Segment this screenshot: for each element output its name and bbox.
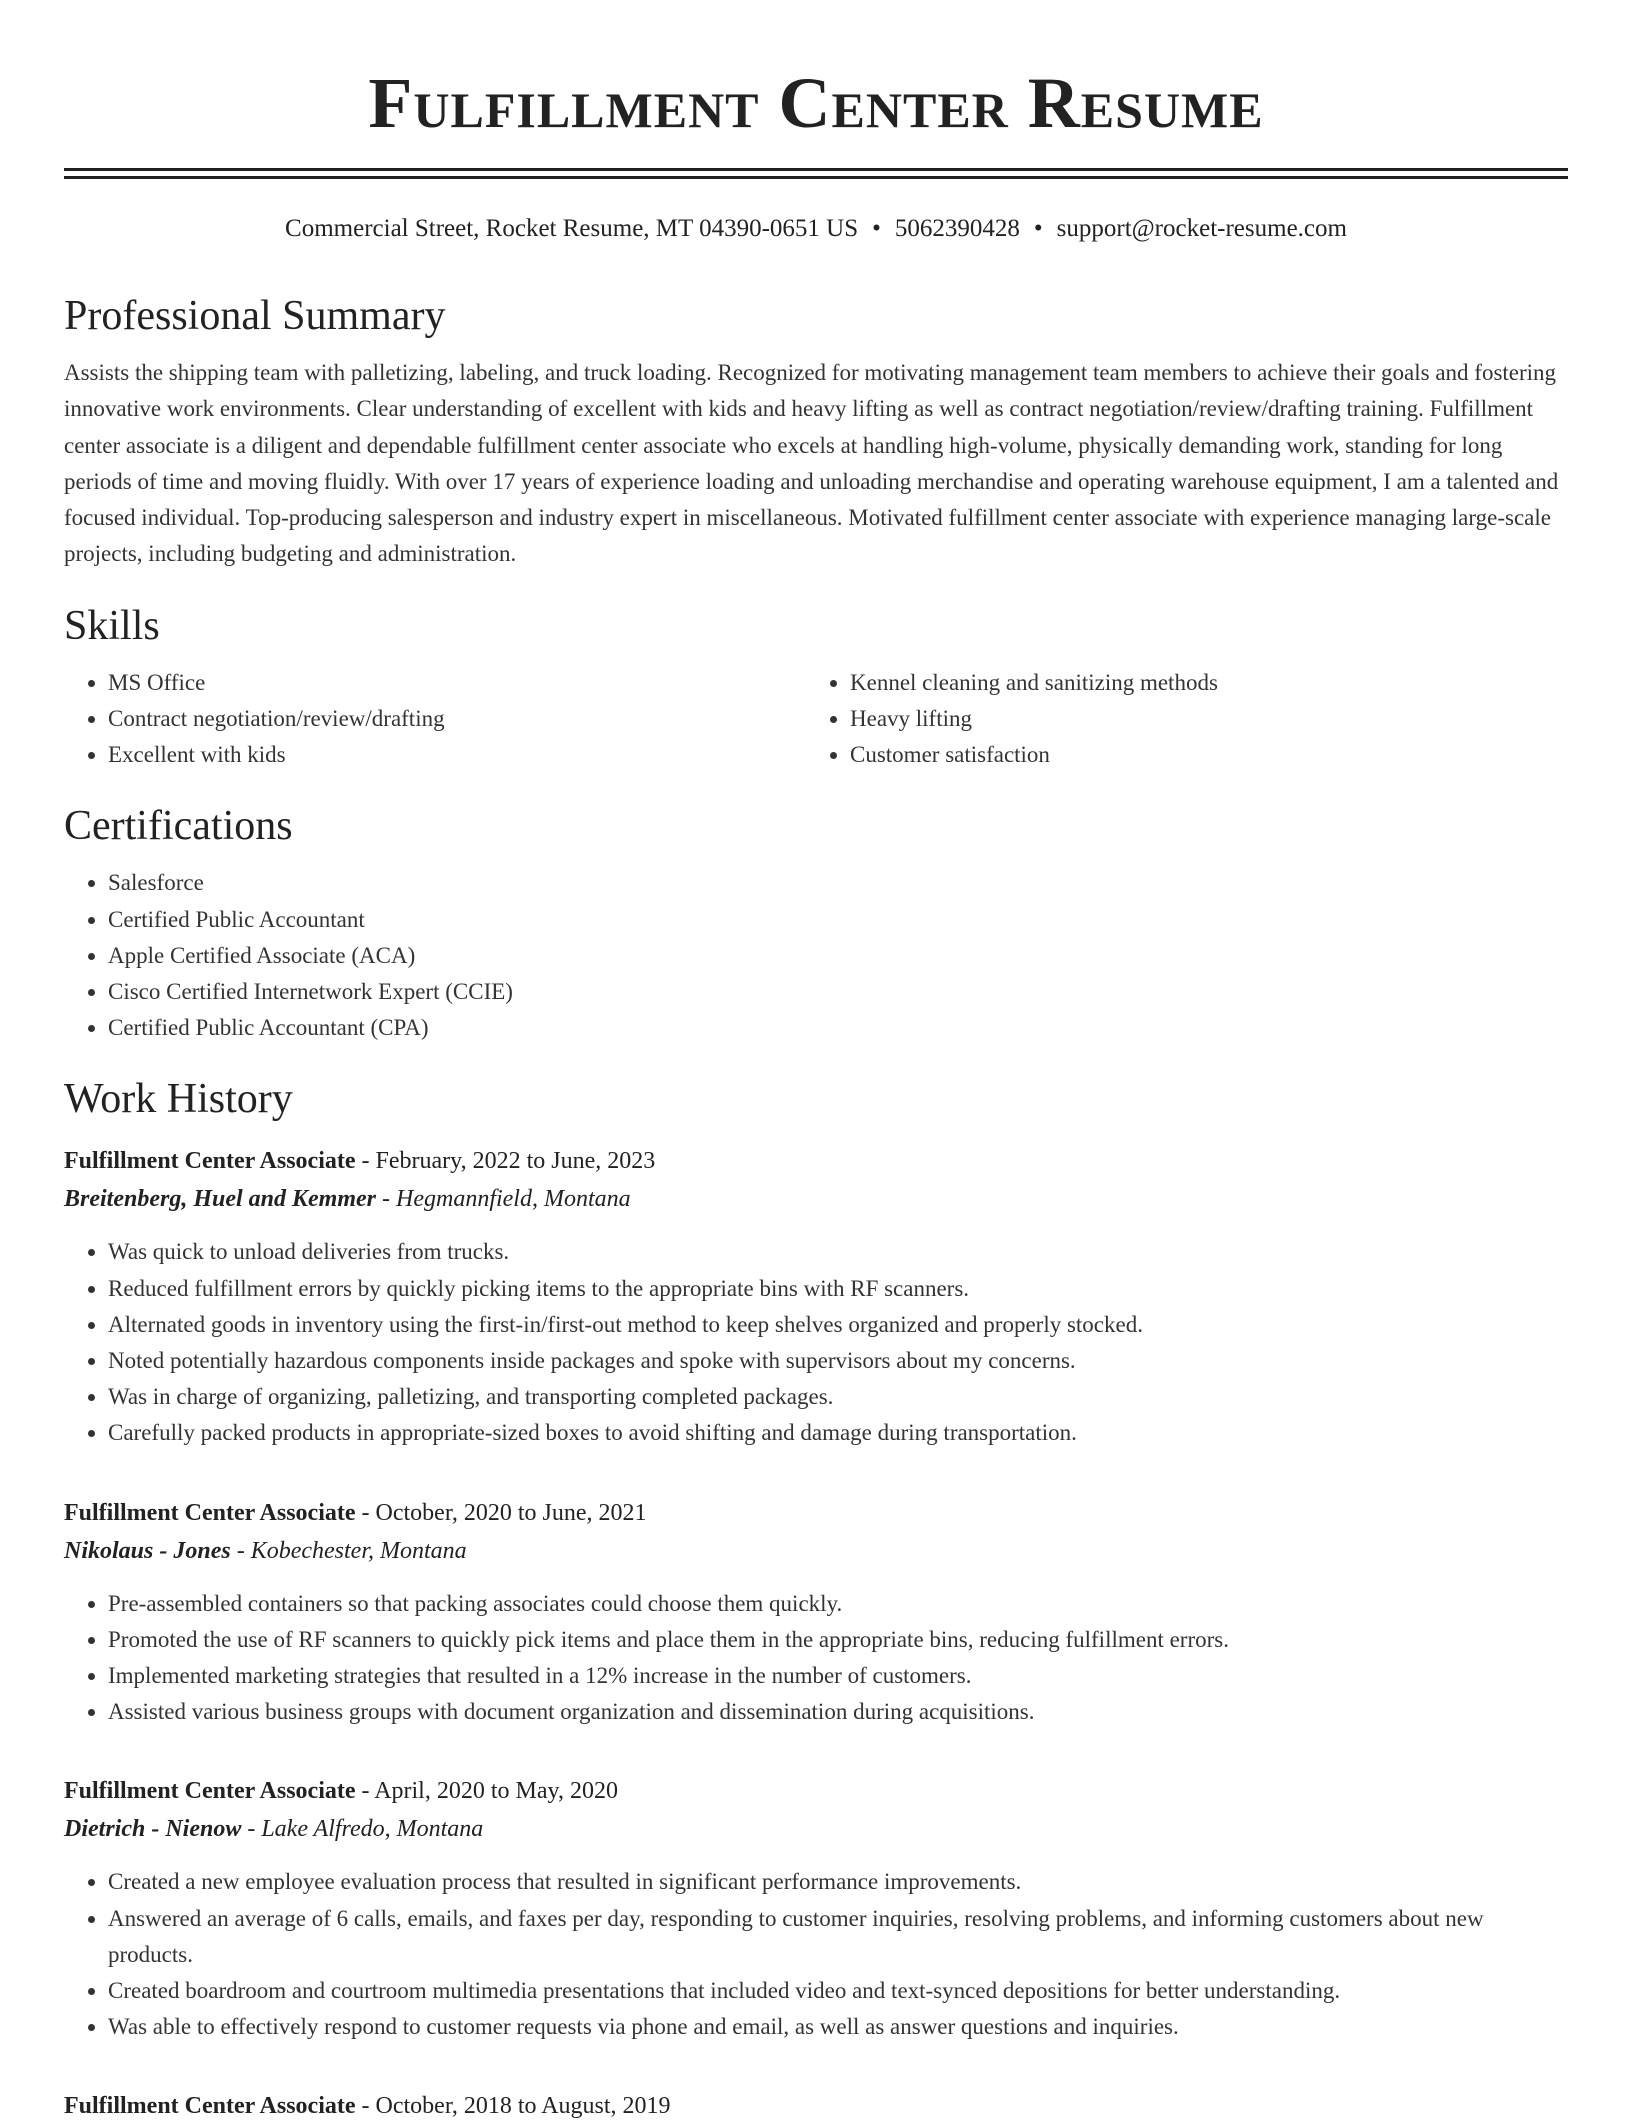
contact-separator: • xyxy=(1033,215,1043,242)
job-bullet: • Noted potentially hazardous components inside packages and spoke with supervisors about my concerns. xyxy=(108,1343,1568,1379)
job-company: Nikolaus - Jones xyxy=(64,1537,231,1564)
job-bullet: • Promoted the use of RF scanners to quickly pick items and place them in the appropriate bins, reducing fulfillment errors. xyxy=(108,1622,1568,1658)
skills-list-right xyxy=(806,665,1548,774)
job-title-line: Fulfillment Center Associate - October, 2018 to August, 2019 xyxy=(64,2093,671,2120)
skill-item: • Excellent with kids xyxy=(108,737,806,773)
certifications-list xyxy=(64,865,1568,1046)
certification-item: • Salesforce xyxy=(108,865,1568,901)
job-bullet: • Alternated goods in inventory using the first-in/first-out method to keep shelves organized and properly stocked. xyxy=(108,1307,1568,1343)
job-company-line: Dietrich - Nienow - Lake Alfredo, Montana xyxy=(64,1816,484,1843)
job-bullet: • Created a new employee evaluation process that resulted in significant performance improvements. xyxy=(108,1864,1568,1900)
skill-item: • MS Office xyxy=(108,665,806,701)
summary-section xyxy=(64,291,1568,573)
job-bullet: • Was quick to unload deliveries from trucks. xyxy=(108,1234,1568,1270)
job-bullet: • Answered an average of 6 calls, emails, and faxes per day, responding to customer inquiries, resolving problems, and informing customers about new products. xyxy=(108,1901,1568,1973)
contact-line xyxy=(64,213,1568,245)
skill-item: • Heavy lifting xyxy=(850,701,1548,737)
contact-separator: • xyxy=(872,215,881,242)
job-bullets xyxy=(64,1586,1568,1731)
job-entry xyxy=(64,1142,1568,1451)
job-bullet: • Pre-assembled containers so that packing associates could choose them quickly. xyxy=(108,1586,1568,1622)
skills-grid xyxy=(64,665,1568,774)
job-bullet: • Created boardroom and courtroom multimedia presentations that included video and text-synced depositions for better understanding. xyxy=(108,1973,1568,2009)
certifications-heading: Certifications xyxy=(64,803,293,850)
job-bullet: • Implemented marketing strategies that resulted in a 12% increase in the number of customers. xyxy=(108,1658,1568,1694)
resume-title: Fulfillment Center Resume xyxy=(368,63,1264,143)
job-bullet: • Carefully packed products in appropriate-sized boxes to avoid shifting and damage during transportation. xyxy=(108,1415,1568,1451)
summary-heading: Professional Summary xyxy=(64,293,446,339)
job-bullet: • Reduced fulfillment errors by quickly picking items to the appropriate bins with RF scanners. xyxy=(108,1271,1568,1307)
job-title: Fulfillment Center Associate xyxy=(64,1778,356,1805)
job-entry xyxy=(64,1494,1568,1731)
job-title: Fulfillment Center Associate xyxy=(64,2093,356,2120)
job-bullets xyxy=(64,1234,1568,1451)
job-location: Hegmannfield, Montana xyxy=(396,1186,631,1213)
job-bullet: • Was in charge of organizing, palletizing, and transporting completed packages. xyxy=(108,1379,1568,1415)
job-location: Lake Alfredo, Montana xyxy=(261,1816,484,1843)
job-title: Fulfillment Center Associate xyxy=(64,1148,356,1175)
skill-item: • Contract negotiation/review/drafting xyxy=(108,701,806,737)
job-bullet: • Assisted various business groups with document organization and dissemination during acquisitions. xyxy=(108,1694,1568,1730)
job-title-line: Fulfillment Center Associate - February, 2022 to June, 2023 xyxy=(64,1148,656,1175)
contact-phone: 5062390428 xyxy=(894,215,1020,242)
title-divider xyxy=(64,168,1568,179)
job-dates: October, 2018 to August, 2019 xyxy=(375,2093,671,2120)
contact-address: Commercial Street, Rocket Resume, MT 04390-0651 US xyxy=(285,215,859,242)
certifications-section xyxy=(64,801,1568,1046)
job-dates: April, 2020 to May, 2020 xyxy=(374,1778,618,1805)
job-company: Dietrich - Nienow xyxy=(64,1816,242,1843)
job-company-line: Nikolaus - Jones - Kobechester, Montana xyxy=(64,1537,467,1564)
job-title: Fulfillment Center Associate xyxy=(64,1499,356,1526)
job-bullet: • Was able to effectively respond to customer requests via phone and email, as well as answer questions and inquiries. xyxy=(108,2009,1568,2045)
job-dates: October, 2020 to June, 2021 xyxy=(375,1499,647,1526)
skills-list-left xyxy=(64,665,806,774)
certification-item: • Cisco Certified Internetwork Expert (CCIE) xyxy=(108,974,1568,1010)
certification-item: • Apple Certified Associate (ACA) xyxy=(108,938,1568,974)
job-location: Kobechester, Montana xyxy=(250,1537,467,1564)
job-dates: February, 2022 to June, 2023 xyxy=(375,1148,656,1175)
job-title-line: Fulfillment Center Associate - April, 2020 to May, 2020 xyxy=(64,1778,618,1805)
resume-page xyxy=(64,0,1568,2125)
certification-item: • Certified Public Accountant (CPA) xyxy=(108,1010,1568,1046)
summary-text: Assists the shipping team with palletizing, labeling, and truck loading. Recognized for motivating management team members to achieve their goals and fostering innovative work environments. Clear understanding of excellent with kids and heavy lifting as well as contract negotiation/review/drafting training. Fulfillment center associate is a diligent and dependable fulfillment center associate who excels at handling high-volume, physically demanding work, standing for long periods of time and moving fluidly. With over 17 years of experience loading and unloading merchandise and operating warehouse equipment, I am a talented and focused individual. Top-producing salesperson and industry expert in miscellaneous. Motivated fulfillment center associate with experience managing large-scale projects, including budgeting and administration. xyxy=(64,360,1559,567)
job-entry xyxy=(64,2087,1568,2125)
skill-item: • Kennel cleaning and sanitizing methods xyxy=(850,665,1548,701)
job-company-line: Breitenberg, Huel and Kemmer - Hegmannfield, Montana xyxy=(64,1186,631,1213)
certification-item: • Certified Public Accountant xyxy=(108,902,1568,938)
skills-column-left xyxy=(64,665,806,774)
job-company: Breitenberg, Huel and Kemmer xyxy=(64,1186,376,1213)
work-history-section xyxy=(64,1074,1568,2125)
job-title-line: Fulfillment Center Associate - October, 2020 to June, 2021 xyxy=(64,1499,647,1526)
job-entry xyxy=(64,1772,1568,2045)
skills-column-right xyxy=(806,665,1548,774)
skills-section xyxy=(64,601,1568,774)
contact-email: support@rocket-resume.com xyxy=(1056,215,1347,242)
work-history-heading: Work History xyxy=(64,1076,293,1123)
skills-heading: Skills xyxy=(64,602,160,649)
job-bullets xyxy=(64,1864,1568,2045)
skill-item: • Customer satisfaction xyxy=(850,737,1548,773)
